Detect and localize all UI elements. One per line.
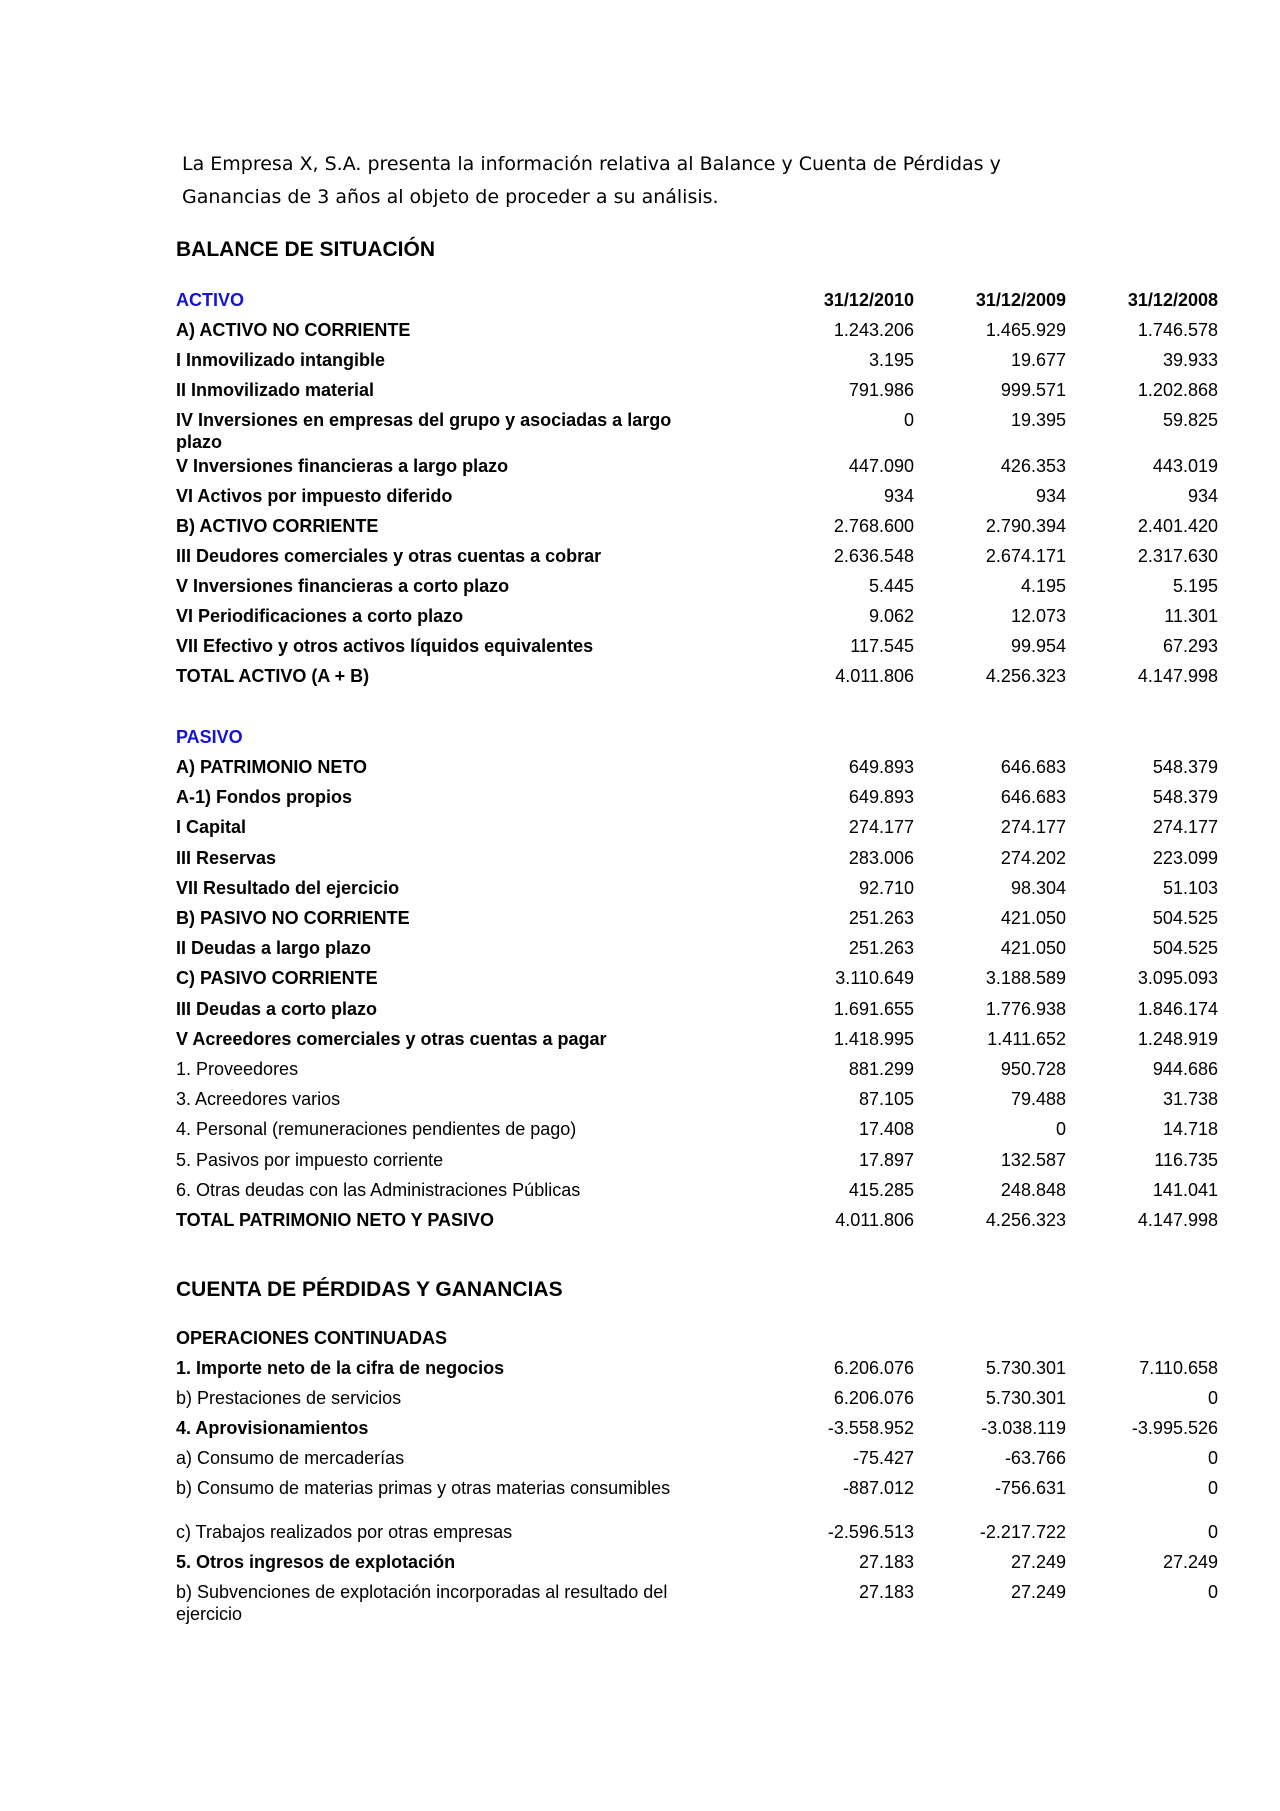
activo-row <box>176 409 1218 452</box>
pasivo-row-value-2: 14.718 <box>1162 1119 1218 1140</box>
activo-row-label: II Inmovilizado material <box>176 380 375 400</box>
pasivo-row <box>176 847 1218 877</box>
pyg-row-value-0: -75.427 <box>852 1448 914 1468</box>
activo-row <box>176 545 1218 575</box>
pyg-row-label: c) Trabajos realizados por otras empresas <box>176 1522 513 1542</box>
pyg-row-value-1: -63.766 <box>1004 1448 1066 1468</box>
pasivo-row <box>176 1209 1218 1239</box>
pyg-row-value-0: -3.558.952 <box>827 1418 914 1438</box>
activo-header <box>176 289 1218 319</box>
activo-row-value-0: 2.768.600 <box>833 516 914 536</box>
pasivo-row-label: 3. Acreedores varios <box>176 1089 341 1110</box>
pyg-row-value-2: 0 <box>1207 1388 1218 1408</box>
pasivo-row-label: I Capital <box>176 817 247 838</box>
activo-row-label: V Inversiones financieras a corto plazo <box>176 576 510 596</box>
activo-row-value-0: 791.986 <box>848 380 914 400</box>
pasivo-header-label: PASIVO <box>176 727 243 747</box>
activo-row-value-1: 934 <box>1035 486 1066 506</box>
pasivo-row-value-1: 950.728 <box>1000 1059 1066 1079</box>
pasivo-row-value-2: 548.379 <box>1152 787 1218 808</box>
activo-row-value-1: 1.465.929 <box>985 320 1066 340</box>
activo-row-value-0: 5.445 <box>868 576 914 596</box>
pasivo-row-value-0: 17.408 <box>858 1119 914 1140</box>
pasivo-row-label: C) PASIVO CORRIENTE <box>176 968 378 989</box>
activo-row-value-1: 4.256.323 <box>985 666 1066 686</box>
pasivo-row-value-0: 649.893 <box>848 787 914 808</box>
pasivo-row-value-0: 1.691.655 <box>833 998 914 1019</box>
activo-row-value-2: 1.202.868 <box>1137 380 1218 400</box>
activo-row-value-0: 2.636.548 <box>833 546 914 566</box>
pyg-subtitle-label: OPERACIONES CONTINUADAS <box>176 1328 448 1348</box>
pasivo-row-value-0: 1.418.995 <box>833 1028 914 1049</box>
pasivo-row <box>176 877 1218 907</box>
activo-row <box>176 379 1218 409</box>
pasivo-row <box>176 907 1218 937</box>
activo-row-label: B) ACTIVO CORRIENTE <box>176 516 379 536</box>
pyg-row-value-1: -2.217.722 <box>979 1522 1066 1542</box>
pyg-row-label: 4. Aprovisionamientos <box>176 1418 369 1438</box>
pyg-row-value-0: 27.183 <box>858 1582 914 1602</box>
pasivo-row-value-1: 274.177 <box>1000 817 1066 838</box>
intro-paragraph: La Empresa X, S.A. presenta la información relativa al Balance y Cuenta de Pérdidas y Ganancias de 3 años al objeto de proceder a su análisis. <box>182 153 1001 208</box>
activo-row <box>176 575 1218 605</box>
pasivo-row-value-0: 283.006 <box>848 847 914 868</box>
pasivo-row <box>176 1179 1218 1209</box>
activo-row <box>176 635 1218 665</box>
pyg-row-value-2: 0 <box>1207 1582 1218 1602</box>
pyg-row-label: b) Subvenciones de explotación incorporadas al resultado del ejercicio <box>176 1582 668 1624</box>
activo-row-label: III Deudores comerciales y otras cuentas a cobrar <box>176 546 602 566</box>
pasivo-row-value-2: 944.686 <box>1152 1059 1218 1079</box>
pasivo-row-value-0: 274.177 <box>848 817 914 838</box>
pyg-row-value-2: -3.995.526 <box>1131 1418 1218 1438</box>
activo-row-value-2: 5.195 <box>1172 576 1218 596</box>
activo-row <box>176 349 1218 379</box>
pasivo-row-value-1: 3.188.589 <box>985 968 1066 989</box>
pasivo-row-value-1: 248.848 <box>1000 1179 1066 1200</box>
pasivo-row-value-2: 31.738 <box>1162 1089 1218 1110</box>
pyg-row-value-1: 27.249 <box>1010 1552 1066 1572</box>
activo-row-value-2: 443.019 <box>1152 456 1218 476</box>
pyg-row <box>176 1447 1218 1477</box>
pasivo-row <box>176 1058 1218 1088</box>
pyg-row-value-1: -3.038.119 <box>981 1418 1066 1438</box>
pasivo-row-value-0: 92.710 <box>858 877 914 898</box>
pyg-row-label: b) Consumo de materias primas y otras materias consumibles <box>176 1478 671 1498</box>
pyg-row <box>176 1357 1218 1387</box>
pasivo-row-value-1: 646.683 <box>1000 757 1066 777</box>
pasivo-row <box>176 816 1218 846</box>
activo-row-label: V Inversiones financieras a largo plazo <box>176 456 509 476</box>
activo-row <box>176 605 1218 635</box>
activo-row-value-2: 4.147.998 <box>1137 666 1218 686</box>
activo-row-value-1: 2.674.171 <box>985 546 1066 566</box>
pyg-row-label: 1. Importe neto de la cifra de negocios <box>176 1358 505 1378</box>
activo-row-value-2: 11.301 <box>1164 606 1218 626</box>
pyg-row-value-1: 5.730.301 <box>985 1358 1066 1378</box>
activo-row-value-1: 19.395 <box>1010 410 1066 430</box>
pasivo-row-value-2: 1.248.919 <box>1137 1028 1218 1049</box>
pasivo-row-label: VII Resultado del ejercicio <box>176 877 400 898</box>
pasivo-row <box>176 1088 1218 1118</box>
pasivo-row-value-0: 251.263 <box>848 908 914 928</box>
activo-header-label: ACTIVO <box>176 290 245 310</box>
activo-row-value-1: 426.353 <box>1000 456 1066 476</box>
activo-row-value-0: 447.090 <box>848 456 914 476</box>
activo-row-value-2: 67.293 <box>1162 636 1218 656</box>
pasivo-row-value-2: 274.177 <box>1152 817 1218 838</box>
pasivo-row-value-2: 141.041 <box>1152 1179 1218 1200</box>
pasivo-row-value-1: 98.304 <box>1010 877 1066 898</box>
pasivo-row-value-1: 0 <box>1055 1119 1066 1140</box>
pasivo-row-value-2: 504.525 <box>1152 938 1218 959</box>
activo-row-label: A) ACTIVO NO CORRIENTE <box>176 320 411 340</box>
activo-row-value-1: 4.195 <box>1020 576 1066 596</box>
pasivo-row-value-2: 548.379 <box>1152 757 1218 777</box>
pasivo-row-value-2: 116.735 <box>1154 1149 1218 1170</box>
activo-row-value-1: 999.571 <box>1000 380 1066 400</box>
pasivo-row <box>176 786 1218 816</box>
activo-row-label: I Inmovilizado intangible <box>176 350 386 370</box>
activo-row <box>176 665 1218 695</box>
activo-row-value-2: 59.825 <box>1162 410 1218 430</box>
pasivo-row-label: 5. Pasivos por impuesto corriente <box>176 1149 444 1170</box>
pasivo-row-value-2: 504.525 <box>1152 908 1218 928</box>
pyg-row-value-0: 6.206.076 <box>833 1358 914 1378</box>
pyg-subtitle <box>176 1327 1184 1357</box>
pyg-row-value-2: 0 <box>1207 1522 1218 1542</box>
activo-row-value-0: 1.243.206 <box>833 320 914 340</box>
pasivo-row-value-0: 87.105 <box>858 1089 914 1110</box>
pasivo-row-value-1: 421.050 <box>1000 938 1066 959</box>
activo-row-value-0: 0 <box>903 410 914 430</box>
pasivo-row-value-0: 649.893 <box>848 757 914 777</box>
activo-row-value-0: 934 <box>883 486 914 506</box>
pasivo-row <box>176 937 1218 967</box>
pasivo-row-label: 1. Proveedores <box>176 1059 299 1079</box>
pasivo-row-value-2: 223.099 <box>1152 847 1218 868</box>
activo-row-label: TOTAL ACTIVO (A + B) <box>176 666 370 686</box>
pasivo-row-value-0: 17.897 <box>858 1149 914 1170</box>
pasivo-row-label: 4. Personal (remuneraciones pendientes de pago) <box>176 1119 577 1140</box>
pasivo-row-label: B) PASIVO NO CORRIENTE <box>176 908 410 928</box>
pasivo-row-value-2: 4.147.998 <box>1137 1210 1218 1230</box>
pyg-row-value-0: -2.596.513 <box>827 1522 914 1542</box>
activo-header-value-1: 31/12/2009 <box>975 290 1066 310</box>
activo-row-value-2: 2.317.630 <box>1137 546 1218 566</box>
pyg-row <box>176 1387 1218 1417</box>
pasivo-row <box>176 998 1218 1028</box>
pasivo-row-value-0: 415.285 <box>848 1179 914 1200</box>
pasivo-row-value-1: 421.050 <box>1000 908 1066 928</box>
pasivo-row <box>176 967 1218 997</box>
pyg-title: CUENTA DE PÉRDIDAS Y GANANCIAS <box>176 1278 563 1301</box>
balance-title: BALANCE DE SITUACIÓN <box>176 238 436 261</box>
activo-row-value-0: 117.545 <box>850 636 914 656</box>
activo-row-label: VI Activos por impuesto diferido <box>176 486 453 506</box>
activo-row-value-1: 99.954 <box>1010 636 1066 656</box>
pasivo-row-value-0: 251.263 <box>848 938 914 959</box>
activo-row-value-2: 2.401.420 <box>1137 516 1218 536</box>
pyg-row-label: b) Prestaciones de servicios <box>176 1388 402 1408</box>
pasivo-row-label: V Acreedores comerciales y otras cuentas a pagar <box>176 1028 607 1049</box>
pasivo-row-value-2: 1.846.174 <box>1137 998 1218 1019</box>
pyg-row-label: 5. Otros ingresos de explotación <box>176 1552 456 1572</box>
pasivo-row-value-1: 132.587 <box>1000 1149 1066 1170</box>
pyg-row-value-2: 0 <box>1207 1448 1218 1468</box>
pasivo-header <box>176 726 1184 756</box>
pyg-row-value-2: 27.249 <box>1162 1552 1218 1572</box>
pasivo-row <box>176 1028 1218 1058</box>
activo-row-value-0: 9.062 <box>868 606 914 626</box>
activo-row-value-1: 19.677 <box>1010 350 1066 370</box>
pasivo-row-label: 6. Otras deudas con las Administraciones Públicas <box>176 1179 581 1200</box>
pyg-row-value-2: 0 <box>1207 1478 1218 1498</box>
activo-row-value-0: 4.011.806 <box>835 666 914 686</box>
pasivo-row-value-1: 79.488 <box>1010 1089 1066 1110</box>
activo-row-value-0: 3.195 <box>868 350 914 370</box>
pasivo-row-value-2: 3.095.093 <box>1137 968 1218 989</box>
activo-row-value-1: 12.073 <box>1010 606 1066 626</box>
pasivo-row-value-0: 4.011.806 <box>835 1210 914 1230</box>
activo-header-value-2: 31/12/2008 <box>1127 290 1218 310</box>
pyg-row <box>176 1581 1218 1624</box>
pasivo-row-value-1: 1.411.652 <box>987 1028 1066 1049</box>
pasivo-row <box>176 1149 1218 1179</box>
pasivo-row-label: TOTAL PATRIMONIO NETO Y PASIVO <box>176 1210 495 1230</box>
pasivo-row-value-1: 646.683 <box>1000 787 1066 808</box>
activo-row-value-2: 39.933 <box>1162 350 1218 370</box>
pyg-row <box>176 1521 1218 1551</box>
activo-row <box>176 455 1218 485</box>
pyg-row <box>176 1417 1218 1447</box>
activo-row-value-1: 2.790.394 <box>985 516 1066 536</box>
pasivo-row-value-1: 4.256.323 <box>985 1210 1066 1230</box>
pyg-row-value-1: -756.631 <box>994 1478 1066 1498</box>
activo-row-label: IV Inversiones en empresas del grupo y asociadas a largo plazo <box>176 410 672 452</box>
activo-row <box>176 319 1218 349</box>
activo-header-value-0: 31/12/2010 <box>823 290 914 310</box>
pasivo-row-label: II Deudas a largo plazo <box>176 938 372 959</box>
pyg-row-value-0: -887.012 <box>842 1478 914 1498</box>
pyg-row-label: a) Consumo de mercaderías <box>176 1448 405 1468</box>
pasivo-row-value-0: 3.110.649 <box>835 968 914 989</box>
pyg-row-value-1: 5.730.301 <box>985 1388 1066 1408</box>
pyg-row-value-0: 6.206.076 <box>833 1388 914 1408</box>
pyg-row-value-1: 27.249 <box>1010 1582 1066 1602</box>
pyg-row <box>176 1551 1218 1581</box>
activo-row-value-2: 1.746.578 <box>1137 320 1218 340</box>
pasivo-row-label: A-1) Fondos propios <box>176 787 352 808</box>
activo-row-label: VI Periodificaciones a corto plazo <box>176 606 464 626</box>
pasivo-row-value-1: 274.202 <box>1000 847 1066 868</box>
pasivo-row-value-0: 881.299 <box>848 1059 914 1079</box>
pyg-row <box>176 1477 1218 1507</box>
pyg-row-value-0: 27.183 <box>858 1552 914 1572</box>
pyg-row-value-2: 7.110.658 <box>1139 1358 1218 1378</box>
pasivo-row-value-2: 51.103 <box>1162 877 1218 898</box>
activo-row-label: VII Efectivo y otros activos líquidos equivalentes <box>176 636 594 656</box>
pasivo-row-label: III Deudas a corto plazo <box>176 998 378 1019</box>
activo-row <box>176 515 1218 545</box>
activo-row-value-2: 934 <box>1187 486 1218 506</box>
pasivo-row-value-1: 1.776.938 <box>985 998 1066 1019</box>
pasivo-row-label: A) PATRIMONIO NETO <box>176 757 367 777</box>
activo-row <box>176 485 1218 515</box>
pasivo-row <box>176 1118 1218 1148</box>
pasivo-row <box>176 756 1218 786</box>
pasivo-row-label: III Reservas <box>176 847 277 868</box>
